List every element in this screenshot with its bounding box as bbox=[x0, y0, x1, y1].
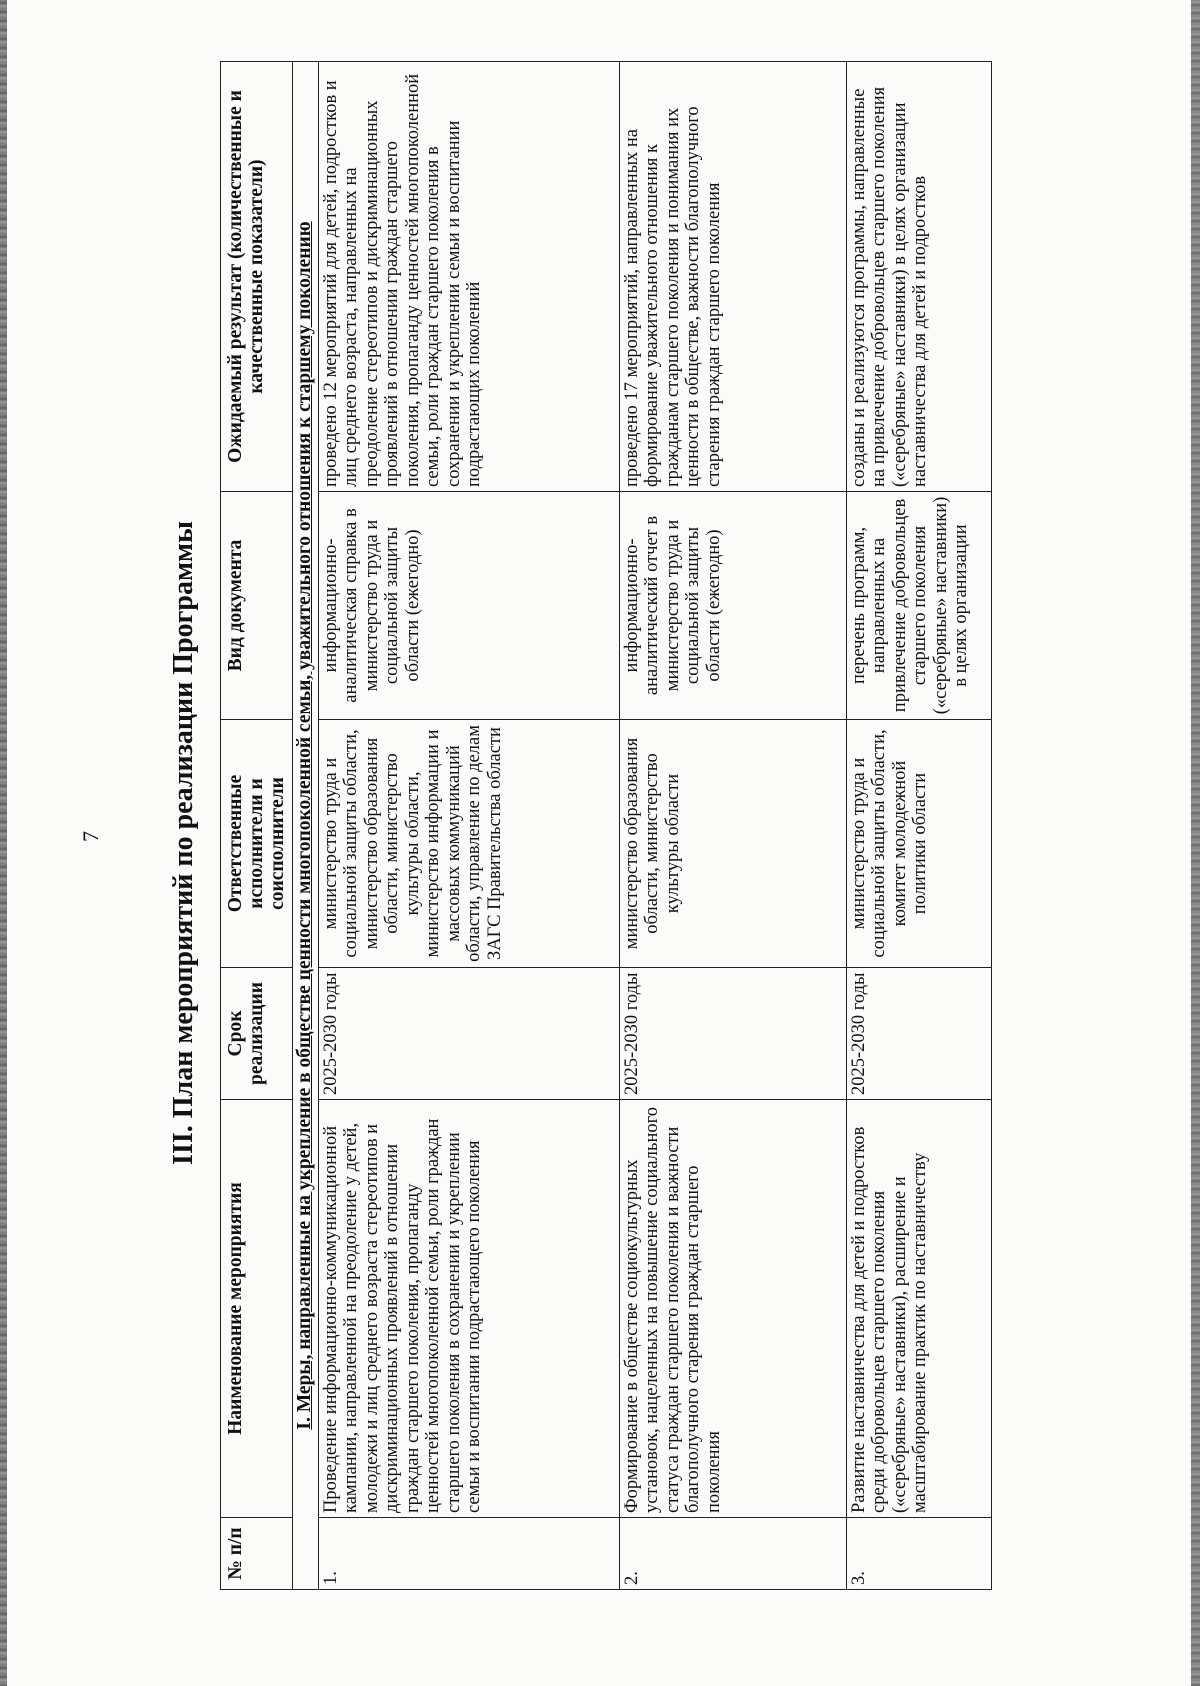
table-row bbox=[318, 62, 619, 1590]
row-result: проведено 12 мероприятий для детей, подростков и лиц среднего возраста, направленных на преодоление стереотипов и дискриминационных проявлений в отношении граждан старшего поколения, пропаганду ценностей многопоколенной семьи, роли граждан старшего поколения в сохранении и укреплении семьи и воспитании подрастающих поколений bbox=[318, 62, 619, 492]
header-result: Ожидаемый результат (количественные и качественные показатели) bbox=[221, 62, 293, 492]
section-heading: III. План мероприятий по реализации Программы bbox=[168, 521, 199, 1165]
header-name: Наименование мероприятия bbox=[221, 1100, 293, 1518]
page-number: 7 bbox=[78, 831, 103, 842]
table-row bbox=[619, 62, 846, 1590]
row-executors: министерство образования области, министерство культуры области bbox=[619, 720, 846, 968]
section-row bbox=[293, 62, 319, 1590]
row-term: 2025-2030 годы bbox=[846, 968, 991, 1100]
row-num: 1. bbox=[318, 1518, 619, 1590]
row-executors: министерство труда и социальной защиты области, министерство образования области, министерство культуры области, министерство информации и массовых коммуникаций области, управление по делам ЗАГС Правительства области bbox=[318, 720, 619, 968]
row-term: 2025-2030 годы bbox=[619, 968, 846, 1100]
row-name: Проведение информационно-коммуникационной кампании, направленной на преодоление у детей, молодежи и лиц среднего возраста стереотипов и дискриминационных проявлений в отношении граждан старшего поколения, пропаганду ценностей многопоколенной семьи, роли граждан старшего поколения в сохранении и укреплении семьи и воспитании подрастающего поколения bbox=[318, 1100, 619, 1518]
row-num: 2. bbox=[619, 1518, 846, 1590]
row-term: 2025-2030 годы bbox=[318, 968, 619, 1100]
action-plan-table bbox=[220, 61, 992, 1590]
header-num: № п/п bbox=[221, 1518, 293, 1590]
table-row bbox=[846, 62, 991, 1590]
row-name: Формирование в обществе социокультурных установок, нацеленных на повышение социального статуса граждан старшего поколения и важности благополучного старения граждан старшего поколения bbox=[619, 1100, 846, 1518]
row-doc: информационно-аналитическая справка в министерство труда и социальной защиты области (ежегодно) bbox=[318, 492, 619, 720]
row-name: Развитие наставничества для детей и подростков среди добровольцев старшего поколения («серебряные» наставники), расширение и масштабирование практик по наставничеству bbox=[846, 1100, 991, 1518]
header-executors: Ответственные исполнители и соисполнители bbox=[221, 720, 293, 968]
row-doc: информационно-аналитический отчет в министерство труда и социальной защиты области (ежегодно) bbox=[619, 492, 846, 720]
header-doc: Вид документа bbox=[221, 492, 293, 720]
row-doc: перечень программ, направленных на привлечение добровольцев старшего поколения («серебряные» наставники) в целях организации bbox=[846, 492, 991, 720]
header-term: Срок реализации bbox=[221, 968, 293, 1100]
row-executors: министерство труда и социальной защиты области, комитет молодежной политики области bbox=[846, 720, 991, 968]
row-result: созданы и реализуются программы, направленные на привлечение добровольцев старшего поколения («серебряные» наставники) в целях организации наставничества для детей и подростков bbox=[846, 62, 991, 492]
row-num: 3. bbox=[846, 1518, 991, 1590]
section-title: I. Меры, направленные на укрепление в обществе ценности многопоколенной семьи, уважительного отношения к старшему поколению bbox=[293, 62, 319, 1590]
table-header-row bbox=[221, 62, 293, 1590]
row-result: проведено 17 мероприятий, направленных на формирование уважительного отношения к гражданам старшего поколения и понимания их ценности в обществе, важности благополучного старения граждан старшего поколения bbox=[619, 62, 846, 492]
